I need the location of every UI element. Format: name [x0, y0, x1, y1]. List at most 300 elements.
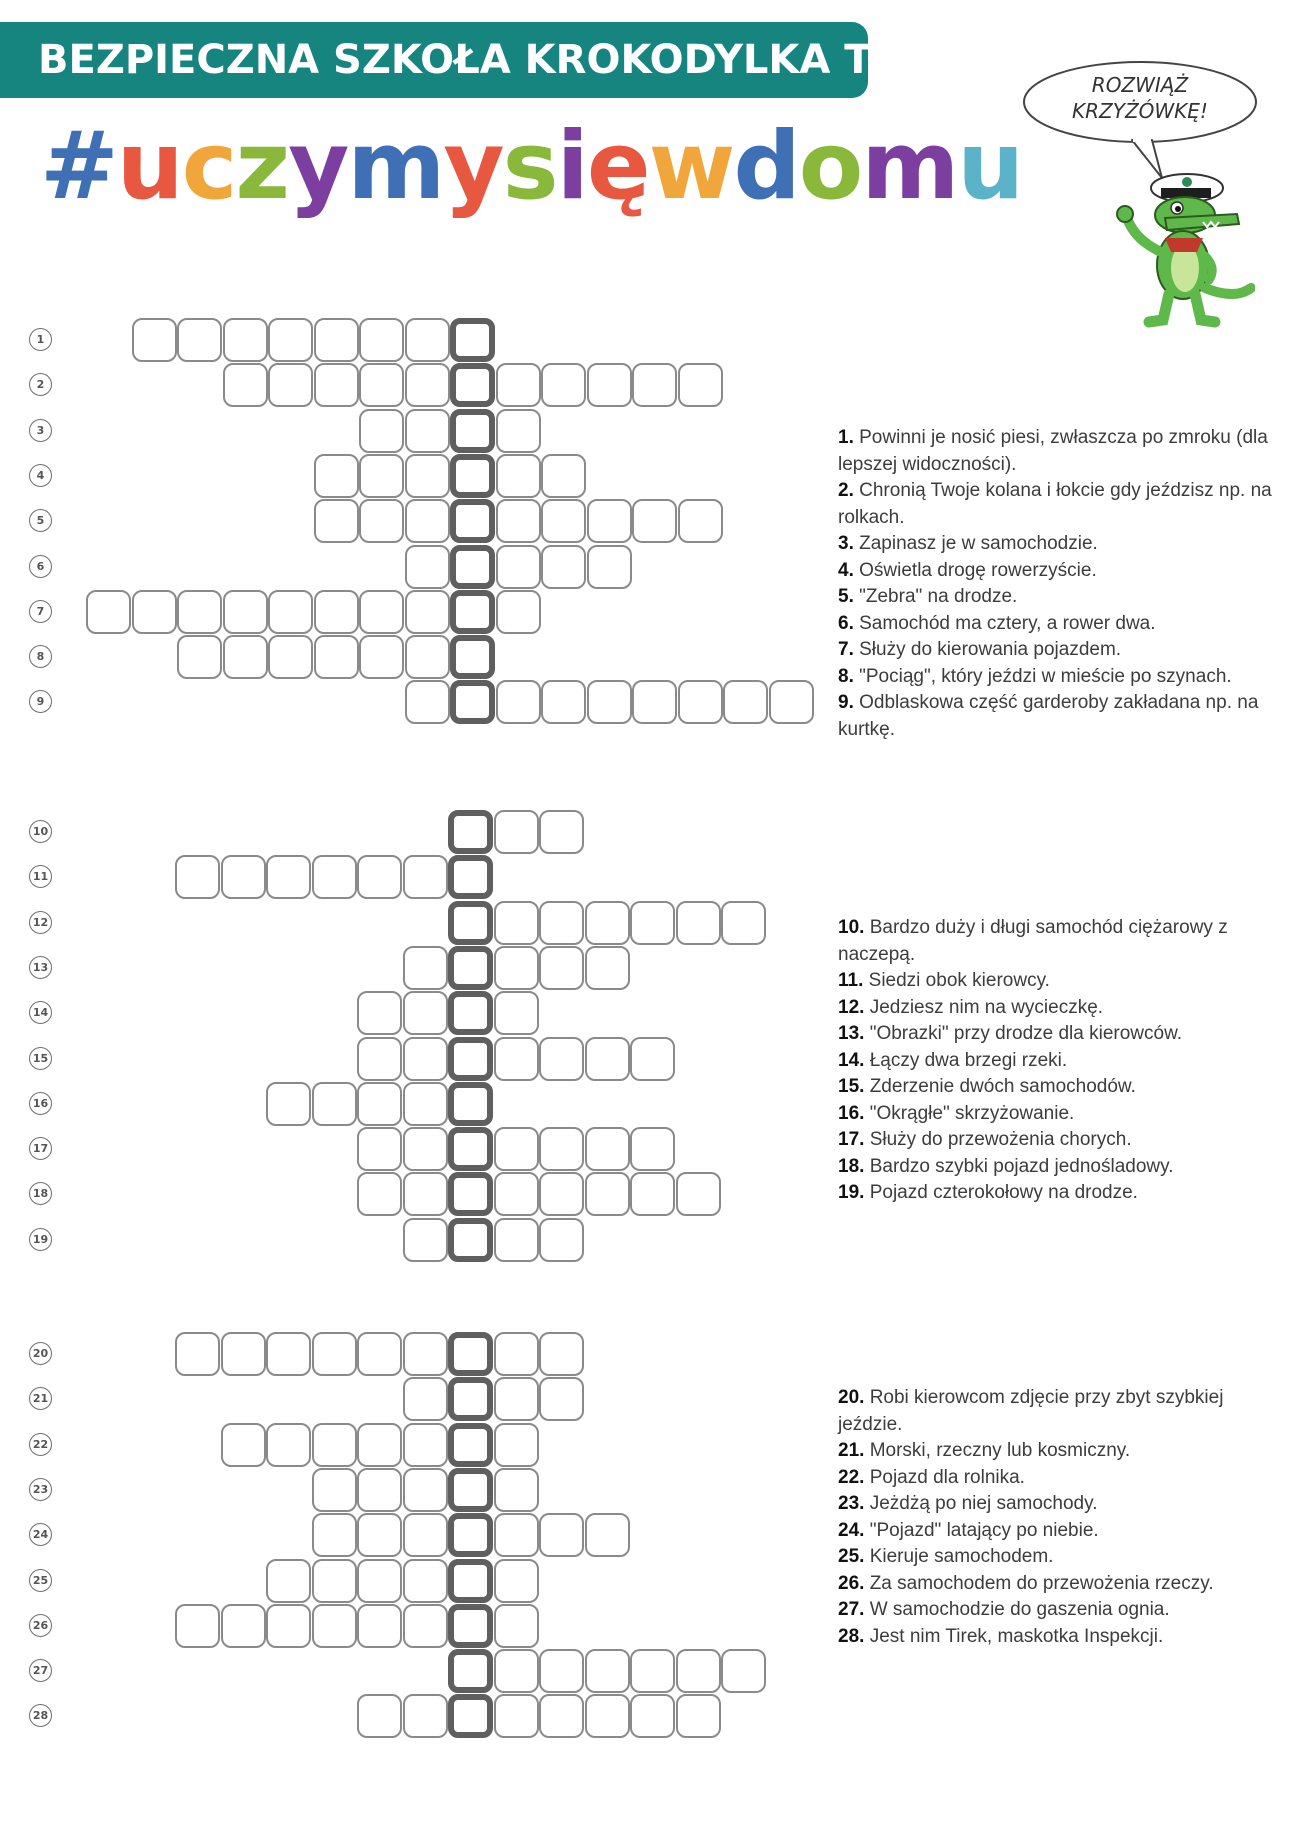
clue-number: 23. [838, 1493, 865, 1514]
row-number-3: 3 [29, 419, 52, 442]
password-cell[interactable] [448, 946, 493, 990]
password-cell[interactable] [448, 1218, 493, 1262]
letter-cell[interactable] [221, 1604, 266, 1648]
clue-list [838, 915, 1288, 1207]
clue-list [838, 425, 1288, 743]
hashtag-letter: m [861, 112, 958, 221]
password-cell[interactable] [450, 499, 495, 543]
clue-number: 26. [838, 1572, 865, 1594]
letter-cell[interactable] [632, 363, 677, 407]
letter-cell[interactable] [268, 318, 313, 362]
clue-number: 10. [838, 917, 865, 938]
row-number-7: 7 [29, 600, 52, 623]
letter-cell[interactable] [630, 1694, 675, 1738]
clue-item [838, 1465, 1288, 1492]
clue-number: 8. [838, 665, 854, 687]
letter-cell[interactable] [405, 590, 450, 634]
letter-cell[interactable] [494, 1332, 539, 1376]
letter-cell[interactable] [539, 1037, 584, 1081]
clue-text: Jedziesz nim na wycieczkę. [864, 996, 1104, 1018]
letter-cell[interactable] [494, 1513, 539, 1557]
letter-cell[interactable] [312, 1604, 357, 1648]
letter-cell[interactable] [86, 590, 131, 634]
clue-item [838, 478, 1288, 531]
letter-cell[interactable] [175, 1332, 220, 1376]
password-cell[interactable] [448, 855, 493, 899]
letter-cell[interactable] [403, 1218, 448, 1262]
letter-cell[interactable] [494, 1127, 539, 1171]
letter-cell[interactable] [494, 1423, 539, 1467]
password-cell[interactable] [448, 1559, 493, 1603]
letter-cell[interactable] [587, 545, 632, 589]
clue-text: Pojazd czterokołowy na drodze. [864, 1182, 1138, 1203]
letter-cell[interactable] [357, 1604, 402, 1648]
clue-number: 17. [838, 1129, 865, 1150]
password-cell[interactable] [448, 1172, 493, 1216]
letter-cell[interactable] [587, 680, 632, 724]
letter-cell[interactable] [405, 635, 450, 679]
row-number-14: 14 [29, 1001, 52, 1024]
letter-cell[interactable] [585, 946, 630, 990]
letter-cell[interactable] [494, 1468, 539, 1512]
letter-cell[interactable] [357, 1513, 402, 1557]
letter-cell[interactable] [266, 1423, 311, 1467]
letter-cell[interactable] [405, 318, 450, 362]
clue-number: 21. [838, 1440, 865, 1461]
hashtag-letter: o [798, 112, 862, 221]
letter-cell[interactable] [403, 1513, 448, 1557]
letter-cell[interactable] [539, 946, 584, 990]
letter-cell[interactable] [268, 363, 313, 407]
letter-cell[interactable] [494, 1649, 539, 1693]
password-cell[interactable] [448, 1082, 493, 1126]
clue-item [838, 637, 1288, 664]
clue-text: "Okrągłe" skrzyżowanie. [864, 1102, 1075, 1124]
letter-cell[interactable] [403, 1127, 448, 1171]
letter-cell[interactable] [539, 1694, 584, 1738]
letter-cell[interactable] [266, 1082, 311, 1126]
letter-cell[interactable] [266, 1332, 311, 1376]
letter-cell[interactable] [494, 1604, 539, 1648]
clue-item [838, 1074, 1288, 1101]
letter-cell[interactable] [359, 363, 404, 407]
clue-text: Zderzenie dwóch samochodów. [864, 1076, 1136, 1097]
letter-cell[interactable] [539, 810, 584, 854]
row-number-8: 8 [29, 645, 52, 668]
password-cell[interactable] [448, 810, 493, 854]
password-cell[interactable] [448, 1127, 493, 1171]
letter-cell[interactable] [494, 991, 539, 1035]
letter-cell[interactable] [676, 1172, 721, 1216]
letter-cell[interactable] [223, 590, 268, 634]
password-cell[interactable] [448, 1037, 493, 1081]
clue-number: 9. [838, 692, 854, 713]
clue-number: 16. [838, 1102, 865, 1124]
hashtag-letter: y [443, 112, 503, 221]
letter-cell[interactable] [630, 1649, 675, 1693]
letter-cell[interactable] [357, 1172, 402, 1216]
row-number-21: 21 [29, 1387, 52, 1410]
row-number-2: 2 [29, 373, 52, 396]
clue-number: 24. [838, 1519, 865, 1541]
password-cell[interactable] [450, 680, 495, 724]
letter-cell[interactable] [357, 1423, 402, 1467]
bubble-line-1: ROZWIĄŻ [1091, 73, 1189, 97]
letter-cell[interactable] [494, 1172, 539, 1216]
row-number-23: 23 [29, 1478, 52, 1501]
password-cell[interactable] [448, 1694, 493, 1738]
clue-text: Jest nim Tirek, maskotka Inspekcji. [864, 1625, 1164, 1647]
clue-number: 25. [838, 1546, 865, 1567]
password-cell[interactable] [450, 545, 495, 589]
password-cell[interactable] [448, 1377, 493, 1421]
row-number-1: 1 [29, 328, 52, 351]
letter-cell[interactable] [678, 499, 723, 543]
clue-text: Kieruje samochodem. [864, 1546, 1054, 1567]
clue-item [838, 1101, 1288, 1128]
hashtag-letter: u [957, 112, 1023, 221]
row-number-22: 22 [29, 1433, 52, 1456]
letter-cell[interactable] [357, 1127, 402, 1171]
letter-cell[interactable] [678, 363, 723, 407]
letter-cell[interactable] [312, 855, 357, 899]
letter-cell[interactable] [268, 590, 313, 634]
letter-cell[interactable] [177, 318, 222, 362]
hashtag-title [40, 112, 1023, 221]
clue-text: Zapinasz je w samochodzie. [853, 533, 1098, 554]
row-number-6: 6 [29, 555, 52, 578]
letter-cell[interactable] [539, 1332, 584, 1376]
clue-text: "Zebra" na drodze. [853, 586, 1018, 607]
letter-cell[interactable] [314, 499, 359, 543]
clue-item [838, 664, 1288, 691]
letter-cell[interactable] [630, 1127, 675, 1171]
letter-cell[interactable] [496, 499, 541, 543]
password-cell[interactable] [450, 635, 495, 679]
clue-number: 20. [838, 1387, 865, 1408]
password-cell[interactable] [448, 1332, 493, 1376]
hashtag-letter: u [116, 112, 182, 221]
clue-item [838, 1491, 1288, 1518]
letter-cell[interactable] [496, 545, 541, 589]
letter-cell[interactable] [268, 635, 313, 679]
clue-text: Morski, rzeczny lub kosmiczny. [864, 1440, 1131, 1461]
letter-cell[interactable] [359, 454, 404, 498]
clue-item [838, 1624, 1288, 1651]
letter-cell[interactable] [403, 991, 448, 1035]
letter-cell[interactable] [312, 1513, 357, 1557]
letter-cell[interactable] [357, 1037, 402, 1081]
letter-cell[interactable] [223, 635, 268, 679]
letter-cell[interactable] [539, 1127, 584, 1171]
letter-cell[interactable] [221, 1332, 266, 1376]
letter-cell[interactable] [223, 318, 268, 362]
password-cell[interactable] [448, 1604, 493, 1648]
letter-cell[interactable] [496, 409, 541, 453]
password-cell[interactable] [448, 1468, 493, 1512]
letter-cell[interactable] [585, 1037, 630, 1081]
letter-cell[interactable] [312, 1332, 357, 1376]
letter-cell[interactable] [403, 1332, 448, 1376]
letter-cell[interactable] [403, 1172, 448, 1216]
password-cell[interactable] [450, 590, 495, 634]
letter-cell[interactable] [494, 1037, 539, 1081]
password-cell[interactable] [450, 454, 495, 498]
crocodile-mascot-icon [1105, 160, 1255, 340]
row-number-16: 16 [29, 1092, 52, 1115]
letter-cell[interactable] [357, 1082, 402, 1126]
letter-cell[interactable] [539, 1513, 584, 1557]
banner-title: BEZPIECZNA SZKOŁA KROKODYLKA TIRKA [38, 37, 980, 83]
password-cell[interactable] [450, 318, 495, 362]
row-number-13: 13 [29, 956, 52, 979]
row-number-5: 5 [29, 509, 52, 532]
letter-cell[interactable] [357, 991, 402, 1035]
letter-cell[interactable] [403, 1037, 448, 1081]
clue-item [838, 584, 1288, 611]
password-cell[interactable] [450, 409, 495, 453]
letter-cell[interactable] [678, 680, 723, 724]
password-cell[interactable] [448, 1649, 493, 1693]
clue-item [838, 915, 1288, 968]
clue-number: 4. [838, 559, 854, 581]
letter-cell[interactable] [630, 901, 675, 945]
letter-cell[interactable] [541, 680, 586, 724]
row-number-28: 28 [29, 1704, 52, 1727]
clue-number: 28. [838, 1625, 865, 1647]
letter-cell[interactable] [177, 590, 222, 634]
clue-text: Odblaskowa część garderoby zakładana np. na kurtkę. [838, 692, 1259, 740]
password-cell[interactable] [448, 991, 493, 1035]
letter-cell[interactable] [630, 1172, 675, 1216]
letter-cell[interactable] [403, 1559, 448, 1603]
clue-item [838, 1127, 1288, 1154]
letter-cell[interactable] [175, 855, 220, 899]
letter-cell[interactable] [357, 1468, 402, 1512]
letter-cell[interactable] [587, 363, 632, 407]
letter-cell[interactable] [403, 946, 448, 990]
letter-cell[interactable] [312, 1468, 357, 1512]
letter-cell[interactable] [585, 901, 630, 945]
letter-cell[interactable] [585, 1694, 630, 1738]
letter-cell[interactable] [132, 318, 177, 362]
clue-item [838, 1571, 1288, 1598]
letter-cell[interactable] [585, 1172, 630, 1216]
clue-text: Służy do przewożenia chorych. [864, 1129, 1132, 1150]
letter-cell[interactable] [585, 1649, 630, 1693]
letter-cell[interactable] [357, 1332, 402, 1376]
letter-cell[interactable] [405, 680, 450, 724]
clue-number: 7. [838, 639, 854, 660]
clue-text: W samochodzie do gaszenia ognia. [864, 1599, 1170, 1620]
letter-cell[interactable] [403, 1423, 448, 1467]
letter-cell[interactable] [357, 1559, 402, 1603]
letter-cell[interactable] [539, 1172, 584, 1216]
hashtag-letter: s [502, 112, 557, 221]
letter-cell[interactable] [769, 680, 814, 724]
row-number-9: 9 [29, 690, 52, 713]
clue-item [838, 425, 1288, 478]
letter-cell[interactable] [721, 1649, 766, 1693]
password-cell[interactable] [450, 363, 495, 407]
letter-cell[interactable] [541, 545, 586, 589]
clue-text: Za samochodem do przewożenia rzeczy. [864, 1572, 1214, 1594]
letter-cell[interactable] [494, 1559, 539, 1603]
letter-cell[interactable] [314, 454, 359, 498]
bubble-text [1020, 72, 1260, 124]
letter-cell[interactable] [357, 855, 402, 899]
letter-cell[interactable] [403, 1377, 448, 1421]
letter-cell[interactable] [359, 409, 404, 453]
clue-item [838, 558, 1288, 585]
clue-number: 13. [838, 1023, 865, 1044]
letter-cell[interactable] [496, 590, 541, 634]
password-cell[interactable] [448, 901, 493, 945]
letter-cell[interactable] [539, 901, 584, 945]
row-number-12: 12 [29, 911, 52, 934]
password-cell[interactable] [448, 1513, 493, 1557]
clue-number: 2. [838, 480, 854, 501]
hashtag-letter: z [235, 112, 289, 221]
letter-cell[interactable] [494, 1218, 539, 1262]
password-cell[interactable] [448, 1423, 493, 1467]
letter-cell[interactable] [494, 1377, 539, 1421]
letter-cell[interactable] [676, 901, 721, 945]
clue-item [838, 1021, 1288, 1048]
letter-cell[interactable] [359, 590, 404, 634]
letter-cell[interactable] [312, 1082, 357, 1126]
letter-cell[interactable] [587, 499, 632, 543]
clue-list [838, 1385, 1288, 1650]
letter-cell[interactable] [539, 1649, 584, 1693]
clue-item [838, 1048, 1288, 1075]
letter-cell[interactable] [541, 363, 586, 407]
letter-cell[interactable] [676, 1694, 721, 1738]
row-number-25: 25 [29, 1569, 52, 1592]
hashtag-letter: d [733, 112, 799, 221]
clue-text: Samochód ma cztery, a rower dwa. [853, 612, 1156, 634]
letter-cell[interactable] [539, 1218, 584, 1262]
clue-number: 3. [838, 533, 854, 554]
letter-cell[interactable] [266, 1604, 311, 1648]
letter-cell[interactable] [539, 1377, 584, 1421]
letter-cell[interactable] [357, 1694, 402, 1738]
letter-cell[interactable] [496, 680, 541, 724]
letter-cell[interactable] [132, 590, 177, 634]
clue-item [838, 1385, 1288, 1438]
letter-cell[interactable] [496, 454, 541, 498]
letter-cell[interactable] [676, 1649, 721, 1693]
letter-cell[interactable] [405, 409, 450, 453]
row-number-17: 17 [29, 1137, 52, 1160]
clue-number: 19. [838, 1182, 865, 1203]
letter-cell[interactable] [585, 1127, 630, 1171]
letter-cell[interactable] [359, 635, 404, 679]
letter-cell[interactable] [630, 1037, 675, 1081]
letter-cell[interactable] [403, 1082, 448, 1126]
row-number-19: 19 [29, 1228, 52, 1251]
letter-cell[interactable] [632, 499, 677, 543]
letter-cell[interactable] [405, 545, 450, 589]
clue-text: Pojazd dla rolnika. [864, 1466, 1025, 1488]
letter-cell[interactable] [223, 363, 268, 407]
letter-cell[interactable] [405, 454, 450, 498]
letter-cell[interactable] [494, 946, 539, 990]
letter-cell[interactable] [359, 499, 404, 543]
letter-cell[interactable] [403, 1694, 448, 1738]
clue-text: Łączy dwa brzegi rzeki. [864, 1049, 1068, 1071]
letter-cell[interactable] [359, 318, 404, 362]
bubble-line-2: KRZYŻÓWKĘ! [1072, 99, 1208, 123]
clue-text: Siedzi obok kierowcy. [863, 970, 1050, 991]
clue-text: "Obrazki" przy drodze dla kierowców. [864, 1023, 1183, 1044]
letter-cell[interactable] [496, 363, 541, 407]
letter-cell[interactable] [221, 855, 266, 899]
letter-cell[interactable] [312, 1423, 357, 1467]
letter-cell[interactable] [266, 1559, 311, 1603]
row-number-26: 26 [29, 1614, 52, 1637]
clue-text: "Pojazd" latający po niebie. [864, 1519, 1099, 1541]
clue-text: Bardzo duży i długi samochód ciężarowy z naczepą. [838, 917, 1228, 965]
letter-cell[interactable] [723, 680, 768, 724]
letter-cell[interactable] [403, 1468, 448, 1512]
letter-cell[interactable] [494, 901, 539, 945]
letter-cell[interactable] [405, 363, 450, 407]
clue-number: 27. [838, 1599, 865, 1620]
hashtag-letter: ę [586, 112, 649, 221]
clue-item [838, 1154, 1288, 1181]
clue-text: Oświetla drogę rowerzyście. [853, 559, 1097, 581]
letter-cell[interactable] [632, 680, 677, 724]
clue-text: Jeżdżą po niej samochody. [864, 1493, 1098, 1514]
hashtag-letter: i [556, 112, 587, 221]
clue-item [838, 611, 1288, 638]
clue-text: Bardzo szybki pojazd jednośladowy. [864, 1155, 1174, 1177]
clue-number: 11. [838, 970, 864, 991]
letter-cell[interactable] [221, 1423, 266, 1467]
letter-cell[interactable] [312, 1559, 357, 1603]
letter-cell[interactable] [721, 901, 766, 945]
letter-cell[interactable] [314, 318, 359, 362]
letter-cell[interactable] [585, 1513, 630, 1557]
letter-cell[interactable] [541, 454, 586, 498]
clue-number: 5. [838, 586, 854, 607]
letter-cell[interactable] [177, 635, 222, 679]
letter-cell[interactable] [266, 855, 311, 899]
letter-cell[interactable] [403, 1604, 448, 1648]
letter-cell[interactable] [494, 1694, 539, 1738]
letter-cell[interactable] [405, 499, 450, 543]
clue-item [838, 1438, 1288, 1465]
clue-item [838, 1597, 1288, 1624]
title-banner [0, 22, 980, 98]
clue-item [838, 1180, 1288, 1207]
letter-cell[interactable] [314, 363, 359, 407]
clue-text: Powinni je nosić piesi, zwłaszcza po zmroku (dla lepszej widoczności). [838, 427, 1268, 475]
hashtag-letter: y [288, 112, 348, 221]
letter-cell[interactable] [403, 855, 448, 899]
letter-cell[interactable] [314, 635, 359, 679]
clue-text: Chronią Twoje kolana i łokcie gdy jeździsz np. na rolkach. [838, 480, 1272, 528]
letter-cell[interactable] [541, 499, 586, 543]
hashtag-letter: m [347, 112, 444, 221]
clue-item [838, 1518, 1288, 1545]
clue-item [838, 995, 1288, 1022]
letter-cell[interactable] [494, 810, 539, 854]
letter-cell[interactable] [314, 590, 359, 634]
clue-item [838, 690, 1288, 743]
letter-cell[interactable] [175, 1604, 220, 1648]
